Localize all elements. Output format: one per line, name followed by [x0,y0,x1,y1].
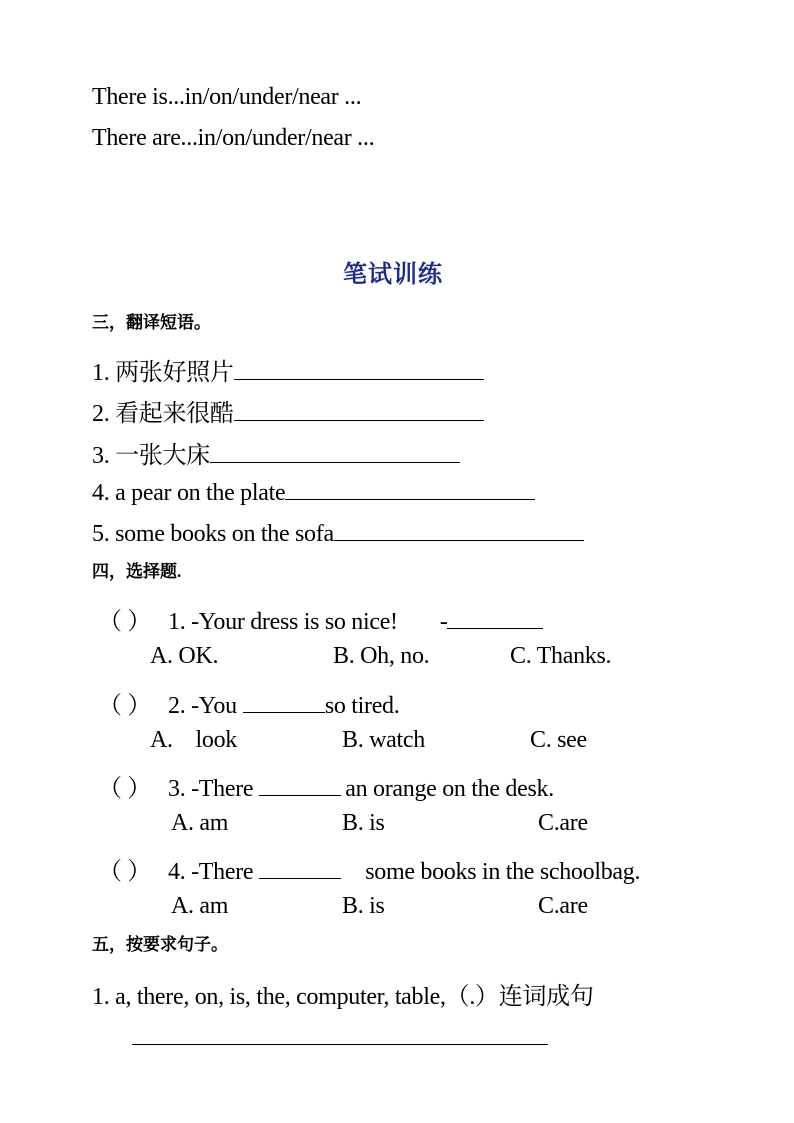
option-a[interactable]: A. OK. [150,643,219,669]
question-stem-end: an orange on the desk. [345,776,554,802]
section4-heading: 四，选择题. [92,562,182,581]
option-b[interactable]: B. Oh, no. [333,643,430,669]
answer-paren[interactable]: （ ） [98,859,152,885]
option-c[interactable]: C. Thanks. [510,643,612,669]
answer-blank[interactable] [243,690,325,713]
question-4 [98,851,640,886]
option-b[interactable]: B. is [342,810,385,836]
answer-paren[interactable]: （ ） [98,776,152,802]
question-stem: 4. -There [168,859,254,885]
translate-item-1 [92,352,484,387]
translate-item-text: 4. a pear on the plate [92,480,286,506]
question-1 [98,601,543,636]
question-dash: - [439,609,448,635]
answer-line[interactable] [132,1044,548,1045]
option-a[interactable]: A. am [171,810,229,836]
question-stem: 2. -You [168,693,237,719]
answer-paren[interactable]: （ ） [98,693,152,719]
translate-item-5 [92,518,584,548]
answer-blank[interactable] [210,440,460,463]
translate-item-text: 1. 两张好照片 [92,360,234,386]
sentence-item-1: 1. a, there, on, is, the, computer, table,（.）连词成句 [92,984,594,1010]
question-stem: 3. -There [168,776,254,802]
translate-item-4 [92,477,535,507]
translate-item-text: 5. some books on the sofa [92,521,334,547]
page-title: 笔试训练 [343,262,443,288]
translate-item-2 [92,393,484,428]
option-b[interactable]: B. watch [342,727,425,753]
answer-blank[interactable] [285,477,535,500]
section5-heading: 五，按要求句子。 [92,935,228,954]
answer-blank[interactable] [259,773,341,796]
pattern-line-2: There are...in/on/under/near ... [92,125,375,151]
answer-paren[interactable]: （ ） [98,609,152,635]
option-c[interactable]: C.are [538,893,588,919]
answer-blank[interactable] [334,518,584,541]
answer-blank[interactable] [259,856,341,879]
translate-item-3 [92,435,460,470]
answer-blank[interactable] [234,398,484,421]
translate-item-text: 3. 一张大床 [92,443,210,469]
question-3 [98,768,554,803]
option-c[interactable]: C.are [538,810,588,836]
section3-heading: 三，翻译短语。 [92,313,211,332]
translate-item-text: 2. 看起来很酷 [92,401,234,427]
answer-blank[interactable] [447,606,543,629]
pattern-line-1: There is...in/on/under/near ... [92,84,362,110]
question-stem-end: so tired. [324,693,400,719]
option-a[interactable]: A. look [150,727,238,753]
question-2 [98,685,399,720]
answer-blank[interactable] [234,357,484,380]
option-a[interactable]: A. am [171,893,229,919]
question-stem-end: some books in the schoolbag. [365,859,641,885]
option-b[interactable]: B. is [342,893,385,919]
question-stem: 1. -Your dress is so nice! [168,609,398,635]
option-c[interactable]: C. see [530,727,587,753]
